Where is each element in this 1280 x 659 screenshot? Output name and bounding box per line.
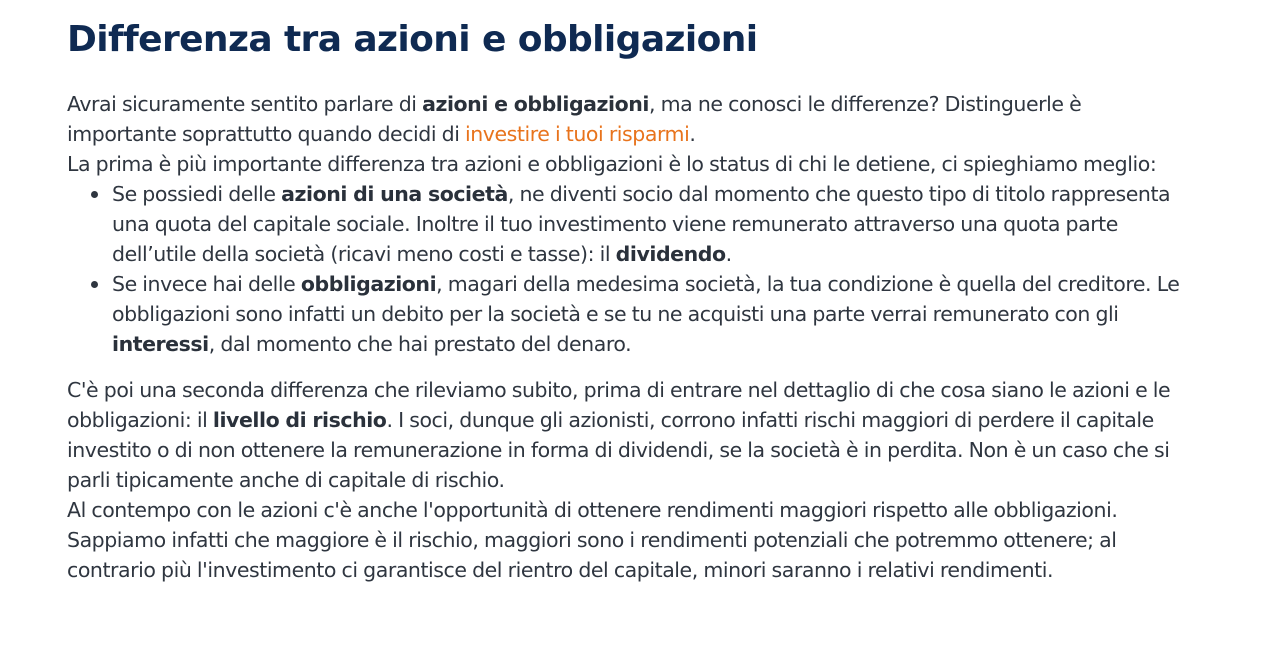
risk-text: . I soci, dunque gli azionisti, corrono infatti rischi maggiori di perdere il capitale investito o di non ottenere la remunerazione in forma di dividendi, se la società è in perdita. Non è un caso che si parli tipicamente anche di capitale di rischio. <box>67 408 1170 492</box>
list-item-bold: azioni di una società <box>281 182 508 206</box>
list-item <box>112 179 1187 269</box>
intro-text: , ma ne conosci le differenze? Distinguerle è importante soprattutto quando decidi di <box>67 92 1082 146</box>
list-item <box>112 269 1187 359</box>
intro-text: Avrai sicuramente sentito parlare di <box>67 92 423 116</box>
intro-bold-azioni-obbligazioni: azioni e obbligazioni <box>422 92 649 116</box>
intro-text: . <box>689 122 696 146</box>
article-body <box>67 89 1187 585</box>
list-item-text: . <box>725 242 732 266</box>
risk-text: C'è poi una seconda differenza che rileviamo subito, prima di entrare nel dettaglio di che cosa siano le azioni e le obbligazioni: il <box>67 378 1171 432</box>
spacer <box>67 359 1187 375</box>
list-item-text: Se possiedi delle <box>112 182 282 206</box>
risk-paragraph-2: Al contempo con le azioni c'è anche l'opportunità di ottenere rendimenti maggiori rispetto alle obbligazioni. Sappiamo infatti che maggiore è il rischio, maggiori sono i rendimenti potenziali che potremmo ottenere; al contrario più l'investimento ci garantisce del rientro del capitale, minori saranno i relativi rendimenti. <box>67 498 1118 582</box>
list-item-bold: interessi <box>112 332 209 356</box>
article <box>67 14 1187 585</box>
list-item-text: , magari della medesima società, la tua condizione è quella del creditore. Le obbligazioni sono infatti un debito per la società e se tu ne acquisti una parte verrai remunerato con gli <box>112 272 1180 326</box>
list-item-text: , ne diventi socio dal momento che questo tipo di titolo rappresenta una quota del capitale sociale. Inoltre il tuo investimento viene remunerato attraverso una quota parte dell’utile della società (ricavi meno costi e tasse): il <box>112 182 1171 266</box>
investire-risparmi-link[interactable]: investire i tuoi risparmi <box>465 122 690 146</box>
risk-paragraph-1 <box>67 375 1187 495</box>
list-item-text: Se invece hai delle <box>112 272 301 296</box>
risk-bold-livello-rischio: livello di rischio <box>212 408 387 432</box>
differences-list <box>67 179 1187 359</box>
list-item-bold: obbligazioni <box>300 272 437 296</box>
bullet-icon <box>91 281 98 288</box>
intro-paragraph-2: La prima è più importante differenza tra azioni e obbligazioni è lo status di chi le detiene, ci spieghiamo meglio: <box>67 152 1157 176</box>
intro-paragraph-1 <box>67 89 1187 149</box>
bullet-icon <box>91 191 98 198</box>
list-item-bold: dividendo <box>615 242 726 266</box>
page-title: Differenza tra azioni e obbligazioni <box>67 19 758 60</box>
list-item-text: , dal momento che hai prestato del denaro. <box>208 332 632 356</box>
